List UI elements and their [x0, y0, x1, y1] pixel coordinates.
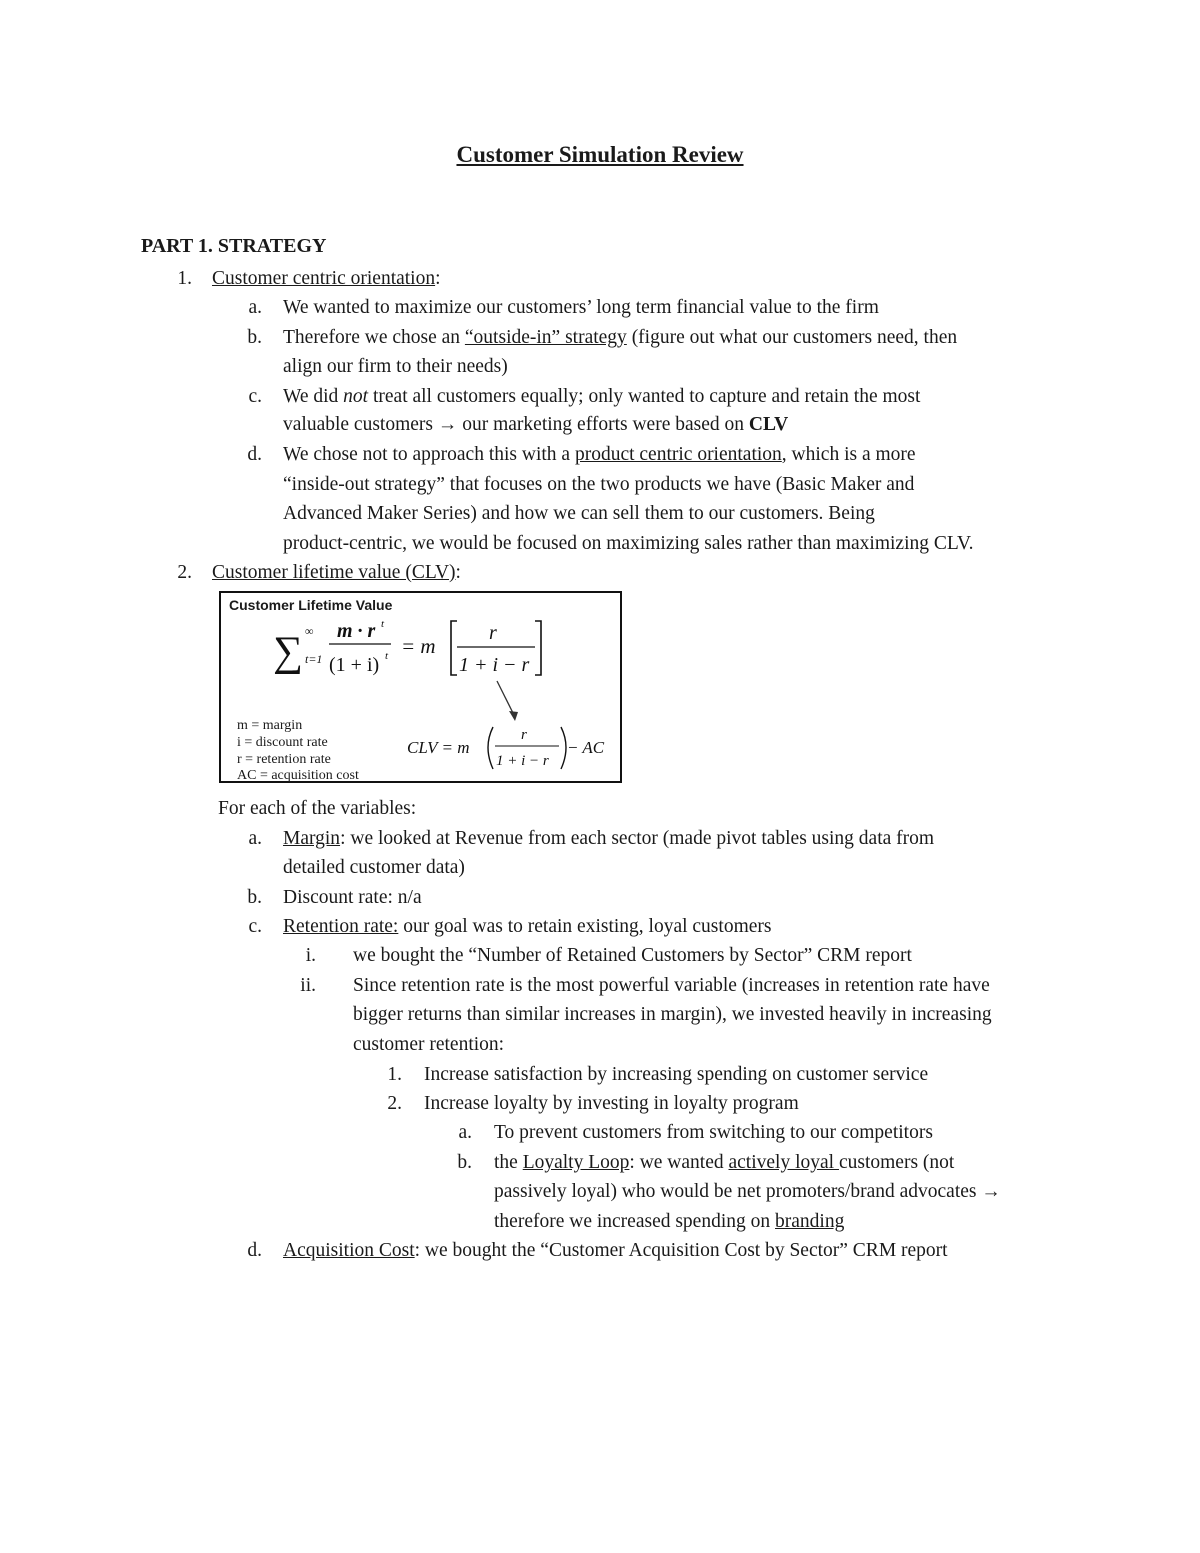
list-marker: a. [248, 828, 262, 849]
list-marker: 2. [177, 562, 192, 583]
list-item-text: Advanced Maker Series) and how we can sell them to our customers. Being [283, 503, 875, 524]
underlined-term: Customer lifetime value (CLV) [212, 562, 456, 583]
list-marker: 2. [387, 1093, 402, 1114]
legend-acquisition-cost: AC = acquisition cost [237, 768, 359, 783]
sum-symbol: ∑ [273, 629, 303, 675]
list-item-text: Acquisition Cost: we bought the “Customer Acquisition Cost by Sector” CRM report [283, 1240, 948, 1261]
left-paren [488, 727, 493, 769]
list-marker: 1. [177, 268, 192, 289]
list-item-text: Therefore we chose an “outside-in” strategy (figure out what our customers need, then [283, 327, 958, 348]
list-item-text: Increase satisfaction by increasing spending on customer service [424, 1064, 929, 1085]
list-item-text: Retention rate: our goal was to retain existing, loyal customers [283, 916, 772, 937]
list-item-customer-centric: Customer centric orientation: [212, 268, 441, 289]
figure-header: Customer Lifetime Value [229, 597, 393, 613]
list-item-text: therefore we increased spending on branding [494, 1211, 845, 1232]
underlined-term: Customer centric orientation [212, 268, 436, 289]
underlined-term: Acquisition Cost [283, 1240, 415, 1261]
list-item-text: Since retention rate is the most powerful variable (increases in retention rate have [353, 975, 990, 996]
list-item-text: We chose not to approach this with a product centric orientation, which is a more [283, 444, 916, 465]
list-item-text: product-centric, we would be focused on maximizing sales rather than maximizing CLV. [283, 533, 974, 554]
left-bracket [451, 621, 457, 675]
list-marker: a. [248, 297, 262, 318]
list-marker: b. [247, 887, 262, 908]
list-marker: c. [248, 916, 262, 937]
list-marker: a. [458, 1122, 472, 1143]
legend-retention-rate: r = retention rate [237, 752, 331, 767]
underlined-term: product centric orientation [574, 444, 782, 465]
list-item-text: Increase loyalty by investing in loyalty program [424, 1093, 799, 1114]
document-title: Customer Simulation Review [456, 142, 744, 167]
underlined-term: “outside-in” strategy [464, 327, 627, 348]
list-item-text: Margin: we looked at Revenue from each sector (made pivot tables using data from [283, 828, 935, 849]
lhs-numerator: m · r [337, 620, 376, 642]
list-marker: d. [247, 444, 262, 465]
clv-denominator: 1 + i − r [496, 753, 549, 769]
list-marker: ii. [300, 975, 316, 996]
equals-m: = m [401, 634, 436, 658]
list-marker: b. [247, 327, 262, 348]
list-item-text: the Loyalty Loop: we wanted actively loyal customers (not [494, 1152, 955, 1173]
underlined-term: branding [775, 1211, 845, 1232]
underlined-term: actively loyal [728, 1152, 839, 1173]
clv-tail: − AC [567, 738, 605, 757]
sum-lower: t=1 [305, 652, 323, 666]
list-item-text: customer retention: [353, 1034, 505, 1055]
list-item-text: passively loyal) who would be net promoters/brand advocates → [494, 1181, 1001, 1202]
variables-intro: For each of the variables: [218, 798, 417, 819]
list-item-text: We did not treat all customers equally; only wanted to capture and retain the most [283, 386, 921, 407]
underlined-term: Retention rate: [283, 916, 399, 937]
rhs-denominator: 1 + i − r [459, 654, 530, 676]
clv-numerator: r [521, 727, 527, 743]
list-marker: 1. [387, 1064, 402, 1085]
clv-lhs: CLV = m [407, 738, 470, 757]
right-paren [561, 727, 566, 769]
legend-margin: m = margin [237, 718, 303, 733]
list-item-text: We wanted to maximize our customers’ long term financial value to the firm [283, 297, 879, 318]
list-item-text: valuable customers → our marketing efforts were based on CLV [283, 414, 789, 435]
section-heading-part1: PART 1. STRATEGY [141, 235, 327, 257]
list-item-text: “inside-out strategy” that focuses on the two products we have (Basic Maker and [283, 474, 915, 495]
list-marker: c. [248, 386, 262, 407]
bold-term: CLV [748, 414, 789, 435]
list-marker: i. [305, 945, 316, 966]
list-item-text: bigger returns than similar increases in margin), we invested heavily in increasing [353, 1004, 992, 1025]
list-item-text: detailed customer data) [283, 857, 465, 878]
underlined-term: Loyalty Loop [522, 1152, 630, 1173]
list-marker: d. [247, 1240, 262, 1261]
arrow-head-icon [509, 711, 518, 721]
list-item-clv: Customer lifetime value (CLV): [212, 562, 461, 583]
underlined-term: Margin [283, 828, 341, 849]
list-item-text: we bought the “Number of Retained Customers by Sector” CRM report [353, 945, 912, 966]
sum-upper: ∞ [305, 624, 314, 638]
rhs-numerator: r [489, 622, 497, 644]
clv-formula-figure [219, 591, 622, 783]
right-bracket [535, 621, 541, 675]
lhs-denominator-exp: t [385, 650, 389, 662]
list-item-text: Discount rate: n/a [283, 887, 422, 908]
lhs-denominator: (1 + i) [329, 654, 380, 676]
emphasis: not [343, 386, 369, 407]
list-item-text: align our firm to their needs) [283, 356, 508, 377]
lhs-numerator-exp: t [381, 618, 385, 630]
legend-discount-rate: i = discount rate [237, 735, 328, 750]
list-item-text: To prevent customers from switching to our competitors [494, 1122, 933, 1143]
list-marker: b. [457, 1152, 472, 1173]
